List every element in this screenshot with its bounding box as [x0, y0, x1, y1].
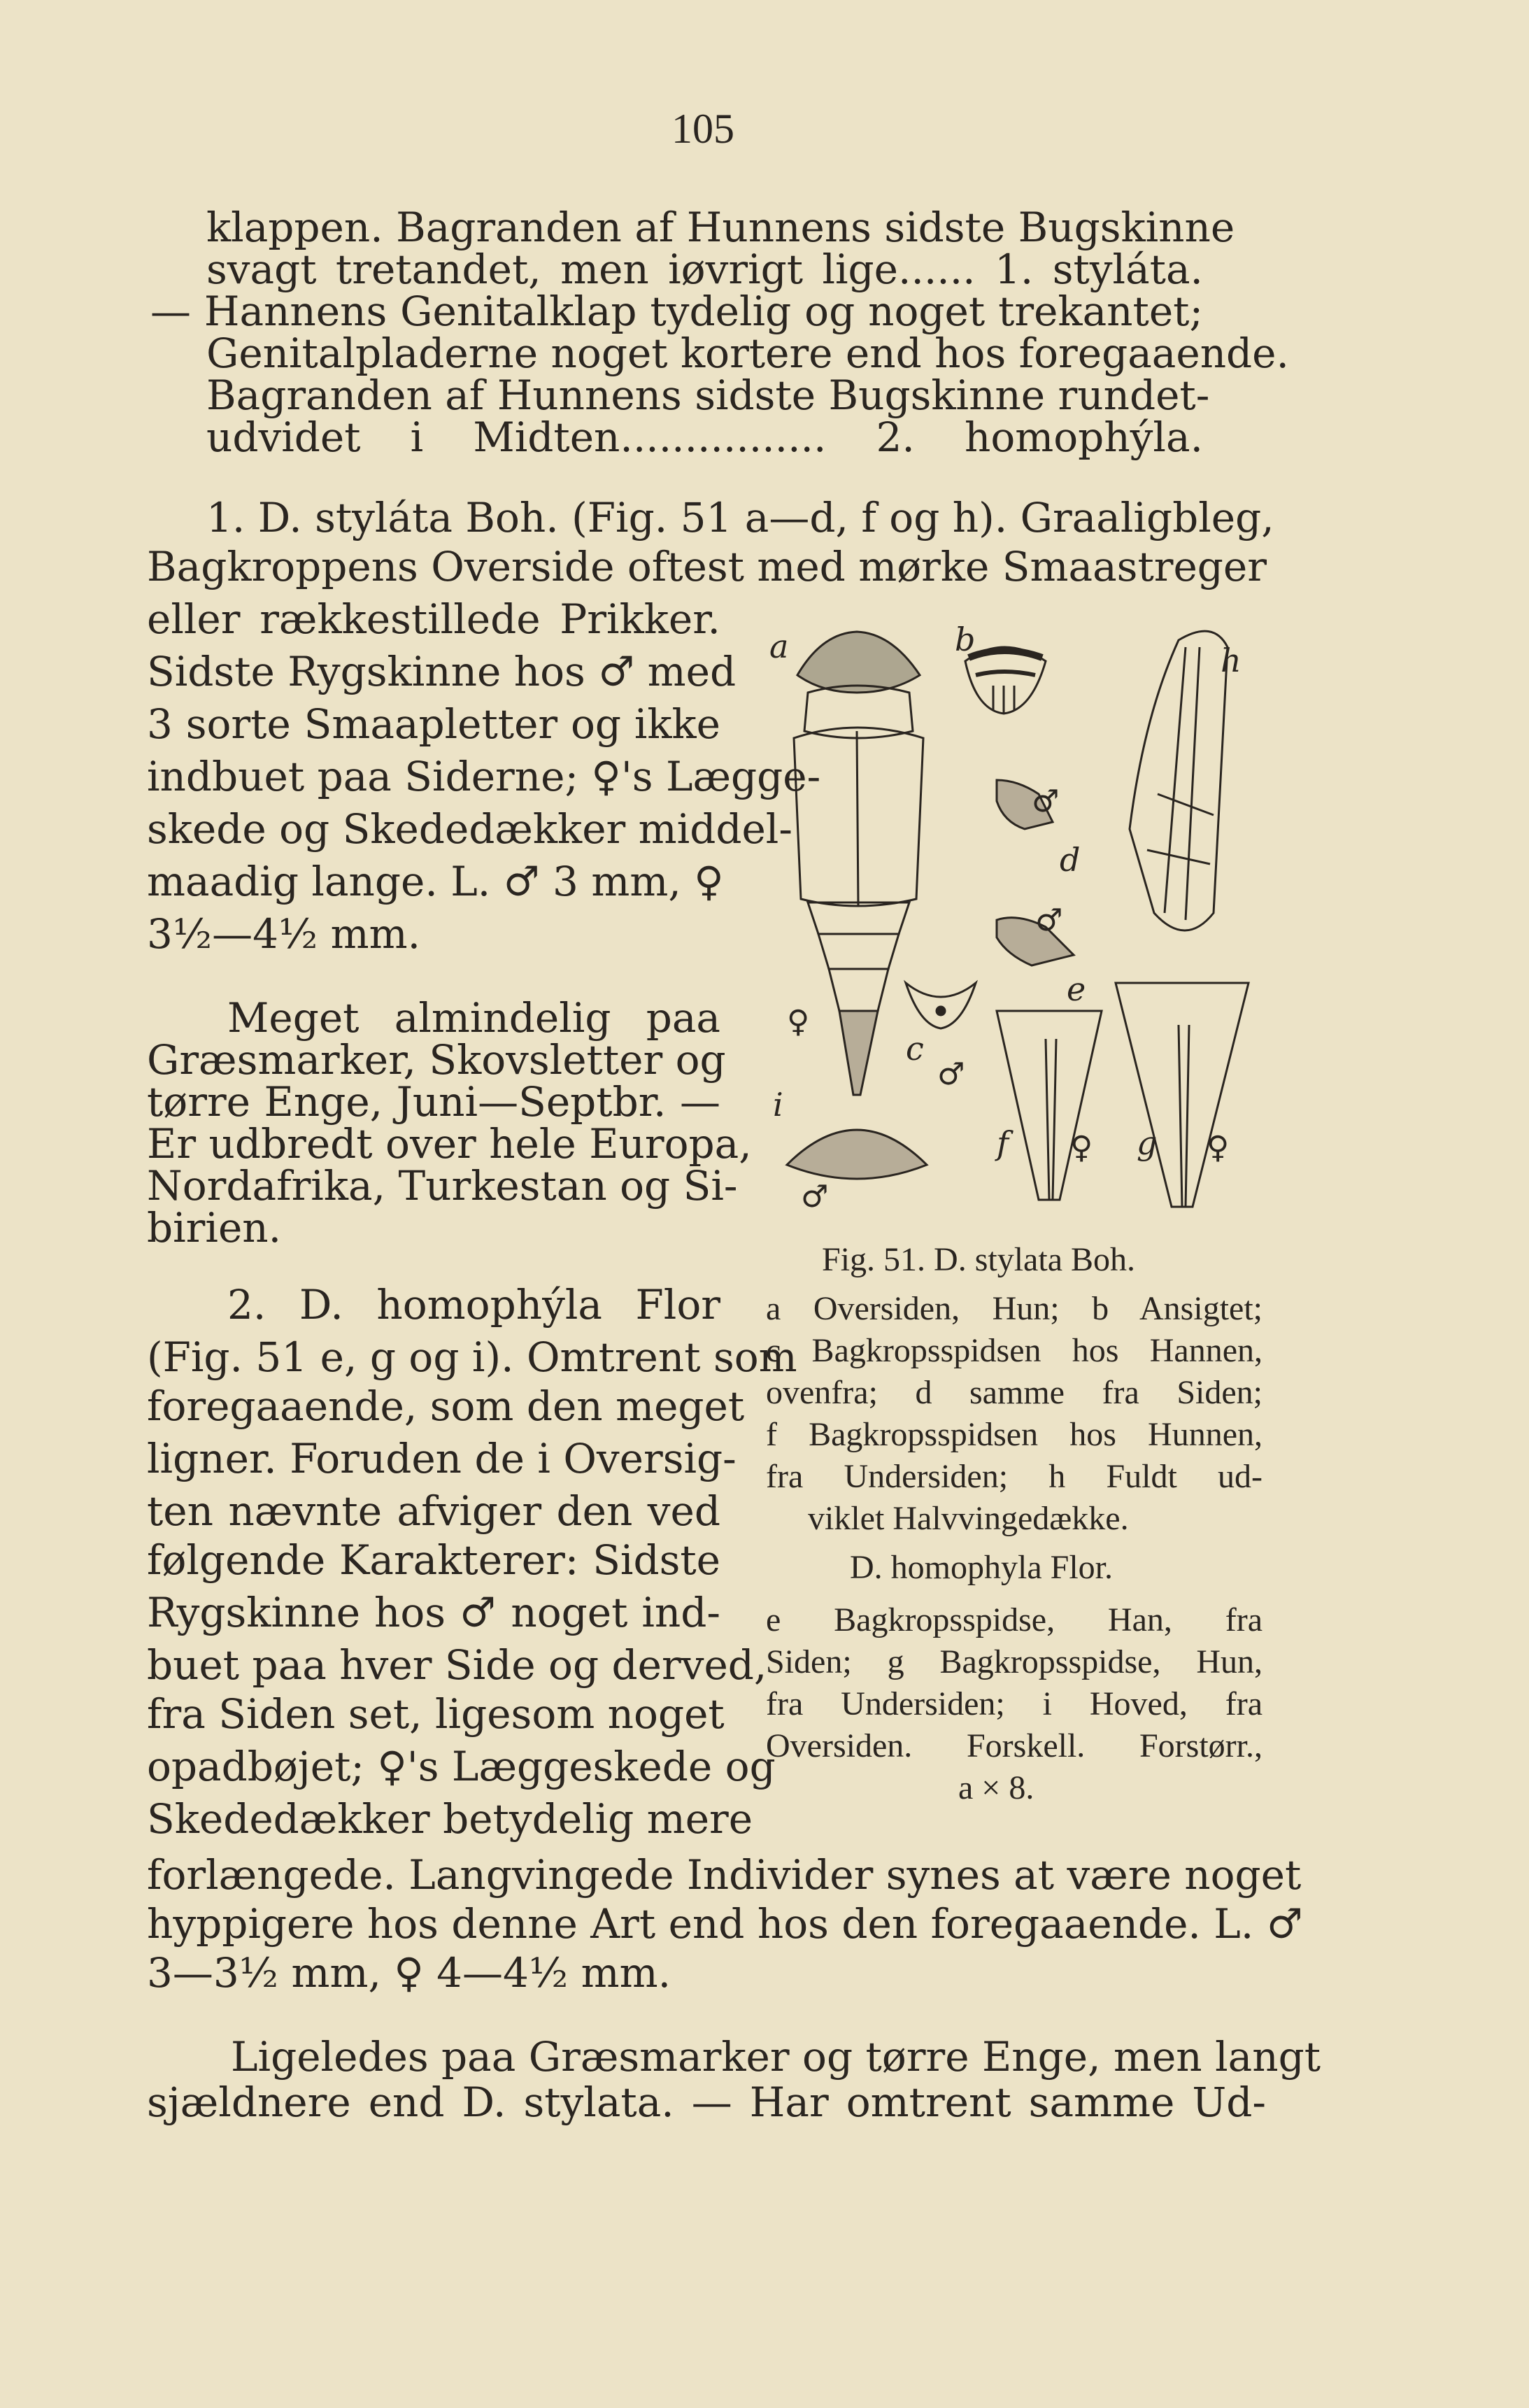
species-2-heading: 2. D. homophýla Flor: [227, 1281, 720, 1329]
left-col-line: skede og Skededækker middel-: [147, 805, 792, 853]
left-col-line: Sidste Rygskinne hos ♂ med: [147, 648, 737, 695]
left-col-line: foregaaende, som den meget: [147, 1382, 745, 1430]
body-line: Ligeledes paa Græsmarker og tørre Enge, men langt: [231, 2033, 1321, 2081]
key-line-1: klappen. Bagranden af Hunnens sidste Bugskinne: [206, 204, 1235, 251]
species-1-line-2: Bagkroppens Overside oftest med mørke Smaastreger: [147, 543, 1267, 590]
fig-female-symbol-g: ♀: [1207, 1130, 1230, 1166]
page-number: 105: [671, 106, 734, 152]
caption-line: fra Undersiden; h Fuldt ud-: [766, 1458, 1263, 1495]
fig-c-male-tip: [906, 983, 976, 1028]
body-line: 3—3½ mm, ♀ 4—4½ mm.: [147, 1949, 671, 1997]
key-line-3: — Hannens Genitalklap tydelig og noget trekantet;: [150, 288, 1203, 335]
fig-b-face: [965, 647, 1046, 714]
left-col-line: 3½—4½ mm.: [147, 910, 421, 958]
left-col-line: ten nævnte afviger den ved: [147, 1487, 720, 1535]
fig-f-female-tip: [997, 1011, 1102, 1200]
key-line-2: svagt tretandet, men iøvrigt lige...... 1. styláta.: [206, 246, 1203, 293]
left-col-line: følgende Karakterer: Sidste: [147, 1536, 720, 1584]
left-col-line: maadig lange. L. ♂ 3 mm, ♀: [147, 858, 724, 905]
figure-51-illustration: [766, 619, 1276, 1214]
left-col-line: indbuet paa Siderne; ♀'s Lægge-: [147, 753, 821, 800]
left-col-line: fra Siden set, ligesom noget: [147, 1690, 725, 1738]
fig-a-insect-dorsal: [794, 632, 923, 1095]
caption-title: Fig. 51. D. stylata Boh.: [822, 1241, 1136, 1278]
caption-line: ovenfra; d samme fra Siden;: [766, 1374, 1263, 1411]
caption-line: Siden; g Bagkropsspidse, Hun,: [766, 1643, 1263, 1680]
left-col-line: Skededækker betydelig mere: [147, 1795, 753, 1843]
left-col-line: tørre Enge, Juni—Septbr. —: [147, 1078, 720, 1126]
left-col-line: ligner. Foruden de i Oversig-: [147, 1435, 737, 1482]
left-col-line: 3 sorte Smaapletter og ikke: [147, 700, 720, 748]
fig-female-symbol-f: ♀: [1070, 1130, 1093, 1166]
fig-label-e: e: [1067, 970, 1086, 1008]
left-col-line: Er udbredt over hele Europa,: [147, 1120, 752, 1168]
fig-male-symbol-i: ♂: [801, 1179, 829, 1214]
fig-h-wing: [1130, 631, 1228, 930]
species-1-heading: 1. D. styláta Boh. (Fig. 51 a—d, f og h). Graaligbleg,: [206, 494, 1274, 541]
fig-label-g: g: [1137, 1124, 1158, 1162]
left-col-line: Græsmarker, Skovsletter og: [147, 1036, 726, 1084]
key-line-6: udvidet i Midten................ 2. homophýla.: [206, 413, 1203, 461]
fig-male-symbol-d: ♂: [1032, 784, 1060, 819]
fig-male-symbol-c: ♂: [937, 1056, 965, 1092]
left-col-line: opadbøjet; ♀'s Læggeskede og: [147, 1743, 776, 1790]
body-line: forlængede. Langvingede Individer synes at være noget: [147, 1851, 1302, 1899]
left-col-line: Nordafrika, Turkestan og Si-: [147, 1162, 738, 1210]
fig-label-d: d: [1060, 841, 1081, 879]
caption-line: a × 8.: [958, 1769, 1034, 1806]
fig-label-a: a: [769, 628, 789, 665]
fig-label-f: f: [997, 1124, 1009, 1162]
fig-i-head-dorsal: [787, 1130, 927, 1179]
body-line: sjældnere end D. stylata. — Har omtrent samme Ud-: [147, 2078, 1266, 2126]
left-col-line: birien.: [147, 1204, 282, 1252]
fig-label-h: h: [1221, 642, 1242, 679]
caption-subtitle: D. homophyla Flor.: [850, 1549, 1114, 1586]
fig-female-symbol-a: ♀: [787, 1004, 810, 1040]
fig-label-b: b: [955, 621, 976, 658]
left-col-line: buet paa hver Side og derved,: [147, 1641, 767, 1689]
left-col-line: (Fig. 51 e, g og i). Omtrent som: [147, 1333, 797, 1381]
key-line-4: Genitalpladerne noget kortere end hos foregaaende.: [206, 330, 1289, 377]
left-col-line: Meget almindelig paa: [227, 994, 720, 1042]
caption-line: fra Undersiden; i Hoved, fra: [766, 1685, 1263, 1722]
left-col-line: eller rækkestillede Prikker.: [147, 595, 720, 643]
left-col-line: Rygskinne hos ♂ noget ind-: [147, 1589, 720, 1636]
caption-line: viklet Halvvingedække.: [808, 1500, 1129, 1537]
caption-line: c Bagkropsspidsen hos Hannen,: [766, 1332, 1263, 1369]
body-line: hyppigere hos denne Art end hos den foregaaende. L. ♂: [147, 1900, 1303, 1948]
caption-line: e Bagkropsspidse, Han, fra: [766, 1601, 1263, 1638]
fig-label-c: c: [906, 1030, 924, 1068]
caption-line: Oversiden. Forskell. Forstørr.,: [766, 1727, 1263, 1764]
fig-label-i: i: [773, 1086, 783, 1124]
caption-line: f Bagkropsspidsen hos Hunnen,: [766, 1416, 1263, 1453]
fig-g-female-tip: [1116, 983, 1249, 1207]
caption-line: a Oversiden, Hun; b Ansigtet;: [766, 1290, 1263, 1327]
fig-male-symbol-e: ♂: [1035, 902, 1063, 938]
key-line-5: Bagranden af Hunnens sidste Bugskinne rundet-: [206, 371, 1210, 419]
